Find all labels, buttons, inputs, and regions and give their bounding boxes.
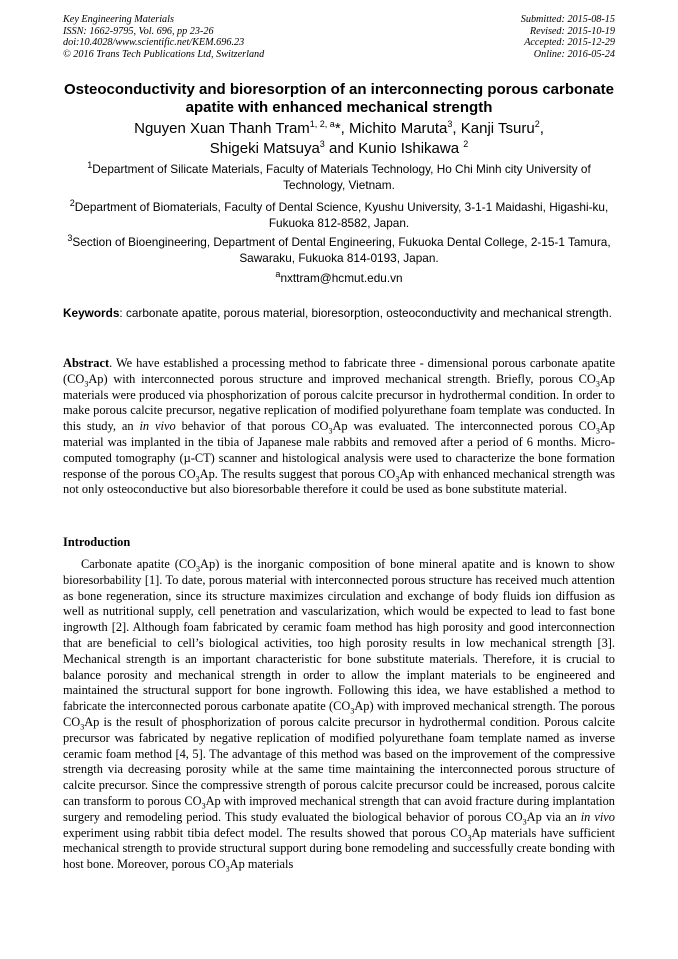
author-affiliation-mark: 1, 2, a <box>309 119 335 129</box>
journal-issn: ISSN: 1662-9795, Vol. 696, pp 23-26 <box>63 25 214 37</box>
affiliation <box>63 200 615 231</box>
intro-text: Ap with improved mechanical strength that can avoid fracture during implantation surgery and remodeling period. This study evaluated the biological behavior of porous CO <box>63 793 615 824</box>
author-name: Shigeki Matsuya <box>209 140 320 157</box>
intro-text: Ap is the result of phosphorization of porous calcite precursor in hydrothermal condition. Porous calcite precursor was fabricated by negative replication of modified polyurethane foam template named as inverse ceramic foam method [4, 5]. The advantage of this method was based on the improvement of the compressive strength via decreasing porosity while at the same time maintaining the interconnected porous structure of calcite precursor. Since the compressive strength of porous calcite precursor could be increased, porous calcite can transform to porous CO <box>63 714 615 808</box>
intro-italic: in vivo <box>580 809 615 824</box>
corresponding-mark: *, <box>334 120 350 137</box>
author-name: Kanji Tsuru <box>460 120 535 137</box>
intro-text: Ap materials have sufficient mechanical strength to provide structural support during bone remodeling and successfully create bonding with host bone. Moreover, porous CO <box>63 825 615 872</box>
email-link[interactable]: nxttram@hcmut.edu.vn <box>280 271 403 285</box>
affiliation-text: Section of Bioengineering, Department of Dental Engineering, Fukuoka Dental College, 2-15-1 Tamura, Sawaraku, Fukuoka 814-0193, Japan. <box>72 235 611 265</box>
journal-name: Key Engineering Materials <box>63 14 174 25</box>
subscript: 3 <box>595 379 600 389</box>
abstract-text: behavior of that porous CO <box>175 419 329 434</box>
abstract-text: Ap was evaluated. The interconnected porous CO <box>332 419 596 434</box>
subscript: 3 <box>196 564 201 574</box>
abstract-italic: in vivo <box>139 419 176 434</box>
subscript: 3 <box>350 706 355 716</box>
online-date: Online: 2016-05-24 <box>533 48 615 60</box>
subscript: 3 <box>201 801 206 811</box>
affiliation <box>63 235 615 266</box>
intro-text: Ap materials <box>229 857 294 872</box>
abstract-label: Abstract <box>63 356 110 370</box>
author-email <box>63 271 615 287</box>
subscript: 3 <box>84 379 89 389</box>
author-affiliation-mark: 2 <box>534 119 540 129</box>
subscript: 3 <box>395 474 400 484</box>
affiliation <box>63 162 615 193</box>
intro-text: experiment using rabbit tibia defect model. The results showed that porous CO <box>63 825 468 840</box>
accepted-date: Accepted: 2015-12-29 <box>524 37 615 49</box>
abstract <box>63 356 615 498</box>
author-affiliation-mark: 3 <box>319 139 325 149</box>
subscript: 3 <box>225 864 230 874</box>
publication-dates <box>521 14 615 60</box>
paper-title: Osteoconductivity and bioresorption of an interconnecting porous carbonate apatite with enhanced mechanical strength <box>63 81 615 116</box>
intro-text: Carbonate apatite (CO <box>81 557 197 571</box>
keywords-label: Keywords <box>63 306 120 320</box>
abstract-text: Ap. The results suggest that porous CO <box>199 466 396 481</box>
journal-info <box>63 14 264 60</box>
subscript: 3 <box>195 474 200 484</box>
intro-text: Ap via an <box>526 809 581 824</box>
author-affiliation-mark: 3 <box>447 119 453 129</box>
introduction-paragraph <box>63 557 615 873</box>
author-list: Nguyen Xuan Thanh Tram$^{1, 2, a}$*, Michito Maruta$^3$, Kanji Tsuru$^2$, Shigeki Matsuya$^3$ and Kunio Ishikawa $^2$ <box>134 119 544 157</box>
author-name: Nguyen Xuan Thanh Tram <box>134 120 310 137</box>
abstract-text: Ap material was implanted in the tibia of Japanese male rabbits and removed after a period of 6 months. Micro-computed tomography (µ-CT) scanner and histological analysis were used to characterize the bone formation response of the porous CO <box>63 419 615 481</box>
subscript: 3 <box>595 426 600 436</box>
affiliation-text: Department of Silicate Materials, Faculty of Materials Technology, Ho Chi Minh city University of Technology, Vietnam. <box>92 162 591 192</box>
affiliation-number: 3 <box>67 233 73 244</box>
author-conjunction: and <box>324 140 359 157</box>
abstract-text: Ap) with interconnected porous structure and improved mechanical strength. Briefly, porous CO <box>88 371 596 386</box>
abstract-text: . We have established a processing method to fabricate three - dimensional porous carbonate apatite (CO <box>63 356 615 386</box>
keywords <box>63 306 615 322</box>
subscript: 3 <box>328 426 333 436</box>
abstract-text: Ap materials were produced via phosphorization of porous calcite precursor in hydrothermal condition. In order to make porous calcite precursor, negative replication of modified polyurethane foam template was conducted. In this study, an <box>63 371 615 434</box>
keywords-text: : carbonate apatite, porous material, bioresorption, osteoconductivity and mechanical strength. <box>119 306 612 320</box>
affiliation-number: 2 <box>69 198 75 209</box>
affiliation-number: 1 <box>87 160 93 171</box>
subscript: 3 <box>522 817 527 827</box>
author-name: Michito Maruta <box>349 120 448 137</box>
subscript: 3 <box>467 833 472 843</box>
author-name: Kunio Ishikawa <box>358 140 464 157</box>
section-heading-introduction: Introduction <box>63 535 131 549</box>
revised-date: Revised: 2015-10-19 <box>529 25 615 37</box>
author-affiliation-mark: 2 <box>463 139 469 149</box>
submitted-date: Submitted: 2015-08-15 <box>520 14 615 25</box>
intro-text: Ap) is the inorganic composition of bone mineral apatite and is known to show bioresorbability [1]. To date, porous material with interconnected porous structure has received much attention as bone regeneration, since its structure maximizes circulation and exchange of body fluids ion diffusion as well as nutritional supply, cell penetration and vascularization, which would be expected to lead to fast bone ingrowth [2]. Although foam fabricated by ceramic foam method has high porosity and good interconnection that are beneficial to cell’s biological activities, too high porosity results in low mechanical strength [3]. Mechanical strength is an important characteristic for bone substitute materials. Therefore, it is crucial to balance porosity and mechanical strength in order to allow the implant materials to be engineered and maintained the structural support for bone ingrowth. Following this idea, we have established a method to fabricate the interconnected porous carbonate apatite (CO <box>63 557 615 714</box>
email-mark: a <box>275 269 281 280</box>
journal-doi[interactable]: doi:10.4028/www.scientific.net/KEM.696.23 <box>63 37 245 49</box>
journal-copyright: © 2016 Trans Tech Publications Ltd, Switzerland <box>63 48 265 60</box>
subscript: 3 <box>80 722 85 732</box>
affiliation-text: Department of Biomaterials, Faculty of Dental Science, Kyushu University, 3-1-1 Maidashi, Higashi-ku, Fukuoka 812-8582, Japan. <box>74 200 609 230</box>
intro-text: Ap) with improved mechanical strength. The porous CO <box>63 699 615 729</box>
abstract-text: Ap with enhanced mechanical strength was not only osteoconductive but also bioresorbable therefore it could be used as bone substitute material. <box>63 466 615 497</box>
